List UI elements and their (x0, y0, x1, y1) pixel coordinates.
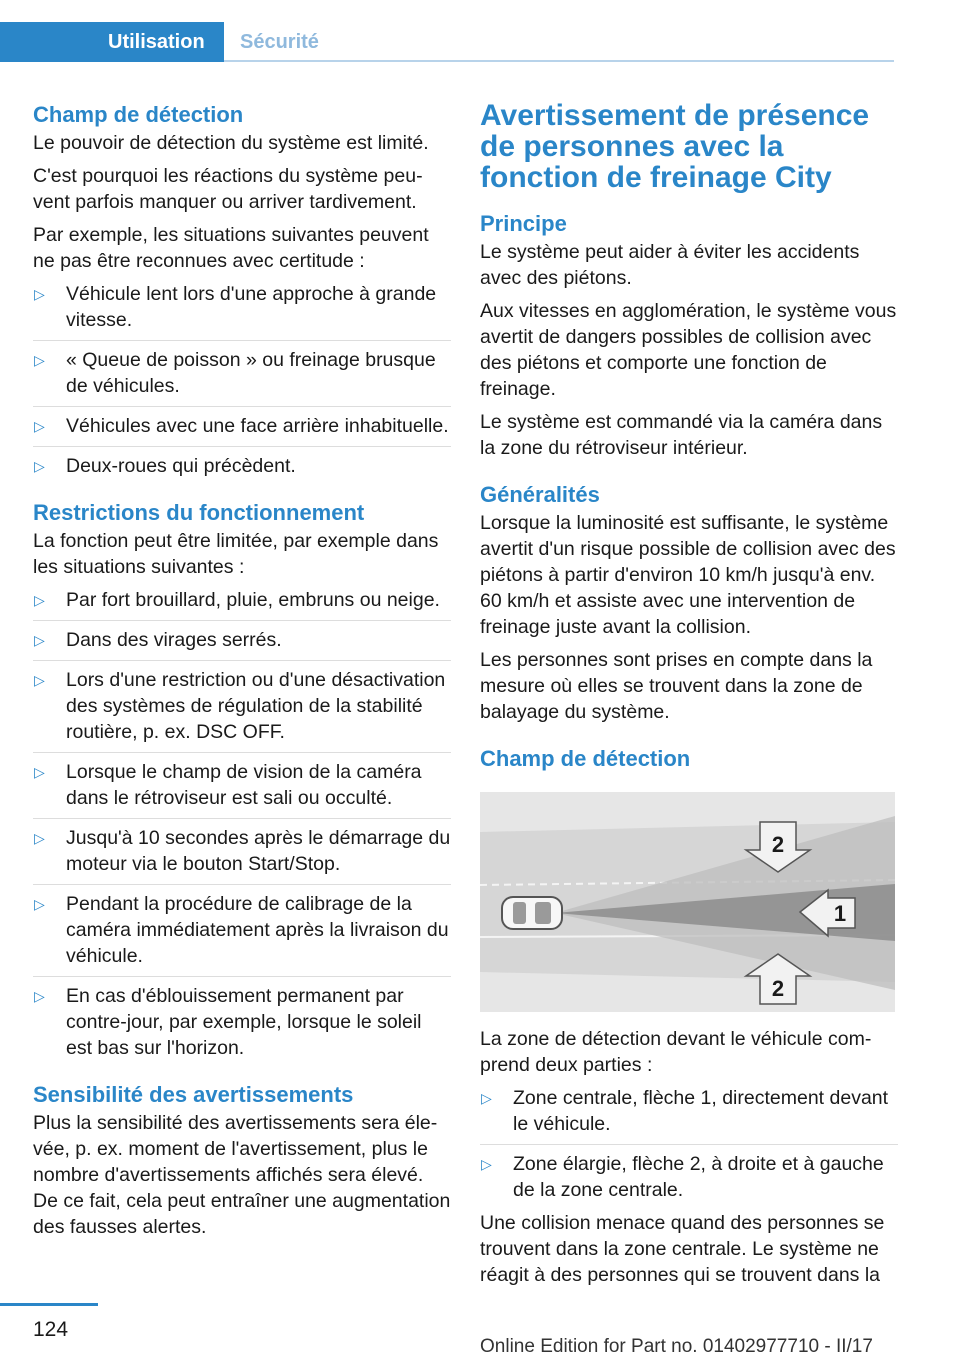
list-item (33, 587, 451, 613)
situations-list (33, 281, 451, 479)
heading-champ-detection-right: Champ de détection (480, 746, 691, 771)
list-item-text: Par fort brouillard, pluie, embruns ou neige. (66, 589, 440, 611)
paragraph: Plus la sensibilité des avertissements sera élevée, p. ex. moment de l'avertissement, plus le nombre d'avertissements affichés sera élevé. De ce fait, cela peut entraîner une augmentation des fausses alertes. (33, 1112, 451, 1238)
tab-securite[interactable]: Sécurité (240, 31, 319, 53)
list-item (33, 340, 451, 399)
car-icon (502, 897, 562, 929)
triangle-bullet-icon: ▷ (34, 418, 45, 434)
paragraph: C'est pourquoi les réactions du système peuvent parfois manquer ou arriver tardivement. (33, 165, 423, 213)
list-item-text: « Queue de poisson » ou freinage brusque de véhicules. (66, 349, 436, 397)
page-number: 124 (33, 1318, 69, 1341)
list-item-text: Zone élargie, flèche 2, à droite et à gauche de la zone centrale. (513, 1153, 884, 1201)
heading-generalites: Généralités (480, 482, 600, 507)
list-item (33, 752, 451, 811)
list-item-text: Véhicules avec une face arrière inhabituelle. (66, 415, 449, 437)
detection-zone-diagram (480, 792, 895, 1012)
heading-principe: Principe (480, 211, 567, 236)
triangle-bullet-icon: ▷ (481, 1156, 492, 1172)
triangle-bullet-icon: ▷ (34, 458, 45, 474)
paragraph: Aux vitesses en agglomération, le système vous avertit de dangers possibles de collision avec des piétons et comporte une fonction de freinage. (480, 300, 897, 400)
left-column (33, 100, 451, 1247)
arrow-label-2-bottom: 2 (771, 976, 785, 1001)
footer-rule (0, 1303, 98, 1306)
list-item (33, 620, 451, 653)
triangle-bullet-icon: ▷ (34, 764, 45, 780)
heading-champ-detection: Champ de détection (33, 102, 244, 127)
arrow-label-1: 1 (833, 901, 847, 926)
paragraph: Une collision menace quand des personnes se trouvent dans la zone centrale. Le système ne réagit à des personnes qui se trouvent dans la (480, 1212, 885, 1286)
list-item (33, 406, 451, 439)
header-divider (224, 60, 894, 62)
tab-utilisation[interactable]: Utilisation (0, 22, 224, 62)
list-item-text: Zone centrale, flèche 1, directement devant le véhicule. (513, 1087, 889, 1135)
section-title: Avertissement de présence de personnes avec la fonction de freinage City (480, 99, 870, 194)
triangle-bullet-icon: ▷ (34, 632, 45, 648)
heading-restrictions: Restrictions du fonctionnement (33, 500, 365, 525)
restrictions-list (33, 587, 451, 1061)
zone-list (480, 1085, 898, 1203)
paragraph: Le pouvoir de détection du système est limité. (33, 132, 429, 154)
list-item (33, 884, 451, 969)
heading-sensibilite: Sensibilité des avertissements (33, 1082, 354, 1107)
header-tab-bar (0, 0, 960, 62)
list-item-text: Lorsque le champ de vision de la caméra dans le rétroviseur est sali ou occulté. (66, 761, 422, 809)
list-item-text: Lors d'une restriction ou d'une désactivation des systèmes de régulation de la stabilité routière, p. ex. DSC OFF. (66, 669, 446, 743)
arrow-label-2-top: 2 (771, 832, 785, 857)
list-item-text: En cas d'éblouissement permanent par contre-jour, par exemple, lorsque le soleil est bas sur l'horizon. (66, 985, 422, 1059)
list-item-text: Jusqu'à 10 secondes après le démarrage du moteur via le bouton Start/Stop. (66, 827, 451, 875)
list-item (33, 281, 451, 333)
right-column (480, 100, 898, 1295)
list-item-text: Pendant la procédure de calibrage de la caméra immédiatement après la livraison du véhicule. (66, 893, 449, 967)
paragraph: Le système peut aider à éviter les accidents avec des piétons. (480, 241, 860, 289)
list-item-text: Deux-roues qui précèdent. (66, 455, 296, 477)
triangle-bullet-icon: ▷ (34, 592, 45, 608)
triangle-bullet-icon: ▷ (34, 988, 45, 1004)
paragraph: La fonction peut être limitée, par exemple dans les situations suivantes : (33, 530, 439, 578)
list-item (33, 976, 451, 1061)
paragraph: Lorsque la luminosité est suffisante, le système avertit d'un risque possible de collision avec des piétons à partir d'environ 10 km/h jusqu'à env. 60 km/h et assiste avec une intervention de freinage juste avant la collision. (480, 512, 896, 638)
edition-note: Online Edition for Part no. 01402977710 - II/17 (480, 1336, 873, 1357)
paragraph: Par exemple, les situations suivantes peuvent ne pas être reconnues avec certitude : (33, 224, 429, 272)
list-item (33, 818, 451, 877)
paragraph: La zone de détection devant le véhicule comprend deux parties : (480, 1028, 872, 1076)
list-item-text: Dans des virages serrés. (66, 629, 282, 651)
triangle-bullet-icon: ▷ (34, 672, 45, 688)
list-item (33, 446, 451, 479)
paragraph: Le système est commandé via la caméra dans la zone du rétroviseur intérieur. (480, 411, 883, 459)
triangle-bullet-icon: ▷ (34, 896, 45, 912)
paragraph: Les personnes sont prises en compte dans la mesure où elles se trouvent dans la zone de balayage du système. (480, 649, 873, 723)
list-item-text: Véhicule lent lors d'une approche à grande vitesse. (66, 283, 437, 331)
list-item (480, 1144, 898, 1203)
triangle-bullet-icon: ▷ (34, 352, 45, 368)
triangle-bullet-icon: ▷ (34, 286, 45, 302)
list-item (480, 1085, 898, 1137)
triangle-bullet-icon: ▷ (481, 1090, 492, 1106)
triangle-bullet-icon: ▷ (34, 830, 45, 846)
list-item (33, 660, 451, 745)
